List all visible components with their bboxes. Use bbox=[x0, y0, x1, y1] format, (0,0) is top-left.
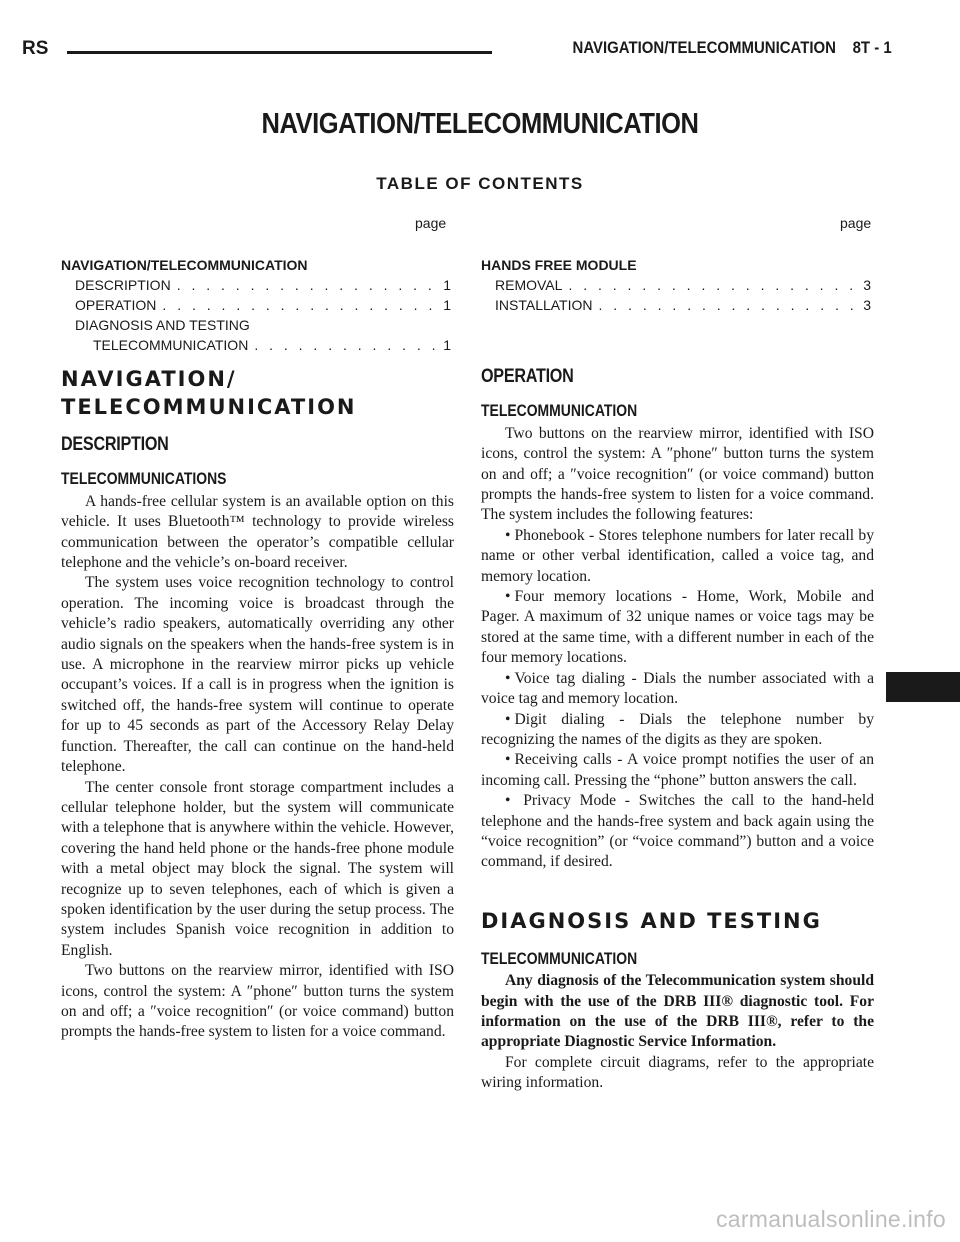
toc-entry-label: OPERATION bbox=[75, 297, 157, 313]
toc-entry-label: DIAGNOSIS AND TESTING bbox=[75, 317, 250, 333]
feature-text: Four memory locations - Home, Work, Mobile and Pager. A maximum of 32 unique names or voice tags may be stored at the same time, with a different number in each of the four memory locations. bbox=[481, 588, 874, 667]
section-title-line2: TELECOMMUNICATION bbox=[61, 395, 357, 419]
paragraph: For complete circuit diagrams, refer to the appropriate wiring information. bbox=[481, 1053, 874, 1092]
left-text-column bbox=[61, 365, 454, 1043]
feature-bullet bbox=[481, 526, 874, 587]
toc-heading: TABLE OF CONTENTS bbox=[376, 174, 584, 193]
bullet-icon: • bbox=[505, 710, 511, 728]
toc-page-label-left: page bbox=[415, 215, 447, 231]
feature-bullet bbox=[481, 791, 874, 873]
toc-entry-page: 3 bbox=[863, 297, 871, 313]
toc-page-label-right: page bbox=[840, 215, 872, 231]
toc-leader-dots bbox=[599, 295, 858, 315]
toc-entry-label: DESCRIPTION bbox=[75, 277, 171, 293]
toc-entry[interactable] bbox=[61, 275, 451, 295]
feature-text: Digit dialing - Dials the telephone number by recognizing the names of the digits as they are spoken. bbox=[481, 710, 874, 748]
right-text-column bbox=[481, 365, 874, 1094]
feature-text: Receiving calls - A voice prompt notifies the user of an incoming call. Pressing the “phone” button answers the call. bbox=[481, 751, 874, 789]
paragraph: Two buttons on the rearview mirror, identified with ISO icons, control the system: A ″phone″ button turns the system on and off; a ″voice recognition″ (or voice command) button prompts the hands-free system to listen for a voice command. The system includes the following features: bbox=[481, 424, 874, 524]
toc-group-title: NAVIGATION/TELECOMMUNICATION bbox=[61, 257, 308, 273]
document-title: NAVIGATION/TELECOMMUNICATION bbox=[261, 108, 699, 140]
description-heading: DESCRIPTION bbox=[61, 434, 169, 455]
paragraph: A hands-free cellular system is an available option on this vehicle. It uses Bluetooth™ technology to provide wireless communication between the operator’s compatible cellular telephone and the vehicle’s on-board receiver. bbox=[61, 492, 454, 572]
toc-entry[interactable] bbox=[61, 335, 451, 355]
feature-bullet bbox=[481, 669, 874, 710]
toc-leader-dots bbox=[177, 275, 438, 295]
operation-heading: OPERATION bbox=[481, 366, 574, 387]
paragraph: The system uses voice recognition technology to control operation. The incoming voice is broadcast through the vehicle’s radio speakers, automatically overriding any other audio signals on the speakers when the hands-free system is in use. A microphone in the rearview mirror picks up vehicle occupant’s voices. If a call is in progress when the ignition is switched off, the hands-free system will continue to operate for up to 45 seconds as part of the Accessory Relay Delay function. Thereafter, the call can continue on the hand-held telephone. bbox=[61, 574, 454, 776]
toc-entry-label: REMOVAL bbox=[495, 277, 563, 293]
bullet-icon: • bbox=[505, 669, 511, 687]
toc-entry-page: 3 bbox=[863, 277, 871, 293]
toc-entry[interactable] bbox=[61, 295, 451, 315]
bullet-icon: • bbox=[505, 751, 511, 769]
feature-text: Privacy Mode - Switches the call to the hand-held telephone and the hands-free system and back again using the “voice recognition” (or “voice command”) button and a voice command, if desired. bbox=[481, 792, 874, 871]
feature-bullet bbox=[481, 710, 874, 751]
feature-bullet bbox=[481, 750, 874, 791]
toc-leader-dots bbox=[162, 295, 437, 315]
feature-bullet bbox=[481, 587, 874, 669]
toc-right-column bbox=[481, 255, 871, 315]
section-thumb-tab bbox=[886, 672, 960, 702]
toc-entry[interactable] bbox=[481, 295, 871, 315]
header-model-code: RS bbox=[22, 38, 49, 59]
diagnosis-heading: DIAGNOSIS AND TESTING bbox=[481, 908, 822, 933]
header-section-page: NAVIGATION/TELECOMMUNICATION 8T - 1 bbox=[572, 38, 892, 57]
telecommunication-subheading: TELECOMMUNICATION bbox=[481, 401, 638, 421]
feature-text: Voice tag dialing - Dials the number associated with a voice tag and memory location. bbox=[481, 669, 874, 708]
toc-entry-label: INSTALLATION bbox=[495, 297, 593, 313]
toc-entry[interactable] bbox=[481, 275, 871, 295]
bullet-icon: • bbox=[505, 792, 511, 810]
toc-entry-page: 1 bbox=[443, 297, 451, 313]
watermark: carmanualsonline.info bbox=[715, 1206, 946, 1232]
toc-leader-dots bbox=[254, 335, 437, 355]
telecommunication-diag-subheading: TELECOMMUNICATION bbox=[481, 948, 638, 968]
paragraph: Two buttons on the rearview mirror, identified with ISO icons, control the system: A ″phone″ button turns the system on and off; a ″voice recognition″ (or voice command) button prompts the hands-free system to listen for a voice command. bbox=[61, 962, 454, 1041]
page-header bbox=[22, 38, 892, 68]
diagnosis-note: Any diagnosis of the Telecommunication system should begin with the use of the DRB III® diagnostic tool. For information on the use of the DRB III®, refer to the appropriate Diagnostic Service Information. bbox=[481, 972, 874, 1051]
header-rule bbox=[67, 51, 492, 54]
toc-entry-label: TELECOMMUNICATION bbox=[93, 337, 249, 353]
toc-entry-page: 1 bbox=[443, 277, 451, 293]
bullet-icon: • bbox=[505, 588, 511, 606]
paragraph: The center console front storage compartment includes a cellular telephone holder, but the system will communicate with a telephone that is anywhere within the vehicle. However, covering the hand held phone or the hands-free phone module with a metal object may block the signal. The system will recognize up to seven telephones, each of which is given a spoken identification by the user during the setup process. The system includes Spanish voice recognition in addition to English. bbox=[61, 778, 454, 959]
telecommunications-subheading: TELECOMMUNICATIONS bbox=[61, 469, 227, 489]
toc-left-column bbox=[61, 255, 451, 355]
bullet-icon: • bbox=[505, 526, 511, 544]
feature-text: Phonebook - Stores telephone numbers for later recall by name or other verbal identification, called a voice tag, and memory location. bbox=[481, 526, 874, 585]
toc-leader-dots bbox=[568, 275, 857, 295]
section-title-line1: NAVIGATION/ bbox=[61, 367, 237, 391]
toc-group-title: HANDS FREE MODULE bbox=[481, 257, 637, 273]
toc-entry-page: 1 bbox=[443, 337, 451, 353]
